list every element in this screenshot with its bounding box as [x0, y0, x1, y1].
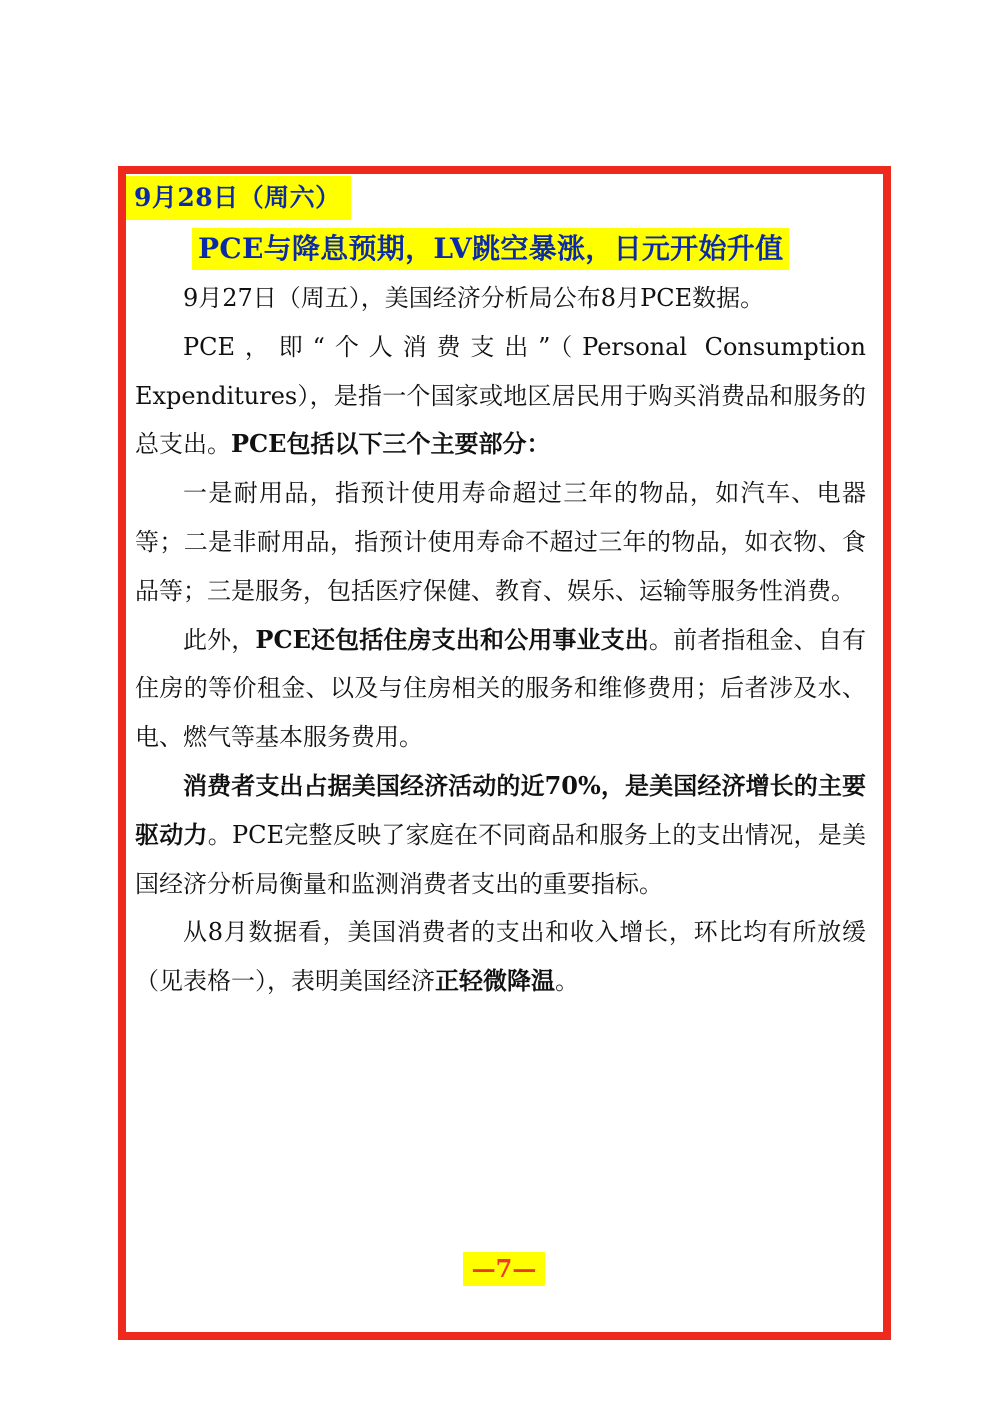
p4-rest: 。前者指租金、自有住房的等价租金、以及与住房相关的服务和维修费用；后者涉及水、电、燃气等基本服务费用。	[135, 625, 867, 752]
date-heading: 9月28日（周六）	[126, 176, 351, 220]
paragraph-4	[135, 616, 866, 762]
pce-definition: PCE，即“个人消费支出”（Personal Consumption Expenditures），是指一个国家或地区居民用于购买消费品和服务的总支出。	[135, 332, 866, 459]
p6-end: 。	[555, 967, 579, 996]
p5-emphasis: 消费者支出占据美国经济活动的近70%，是美国经济增长的主要驱动力	[135, 770, 866, 849]
p4-emphasis: PCE还包括住房支出和公用事业支出	[255, 624, 649, 654]
pce-components-intro: PCE包括以下三个主要部分：	[231, 429, 551, 459]
paragraph-6	[135, 908, 866, 1006]
p6-emphasis: 正轻微降温	[435, 966, 555, 996]
article-body	[135, 274, 866, 1006]
paragraph-2	[135, 323, 866, 469]
p5-rest: 。PCE完整反映了家庭在不同商品和服务上的支出情况，是美国经济分析局衡量和监测消费者支出的重要指标。	[135, 820, 867, 898]
paragraph-5	[135, 762, 866, 908]
p4-lead: 此外，	[183, 625, 256, 654]
paragraph-3: 一是耐用品，指预计使用寿命超过三年的物品，如汽车、电器等；二是非耐用品，指预计使用寿命不超过三年的物品，如衣物、食品等；三是服务，包括医疗保健、教育、娱乐、运输等服务性消费。	[135, 479, 866, 605]
paragraph-1: 9月27日（周五），美国经济分析局公布8月PCE数据。	[183, 284, 765, 312]
p6-lead: 从8月数据看，美国消费者的支出和收入增长，环比均有所放缓（见表格一），表明美国经济	[135, 918, 866, 996]
page-number: —7—	[463, 1252, 545, 1286]
article-title: PCE与降息预期，LV跳空暴涨，日元开始升值	[192, 228, 789, 270]
